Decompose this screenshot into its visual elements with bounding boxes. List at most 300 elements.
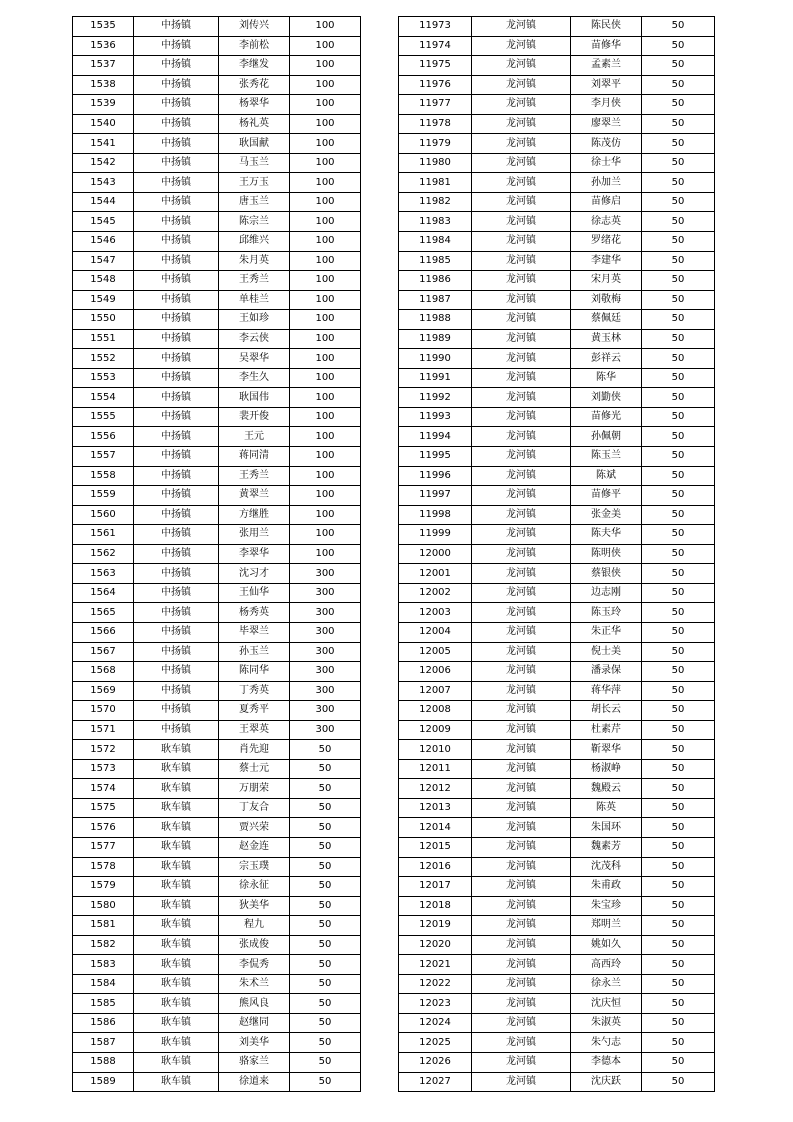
amount-cell: 300 xyxy=(290,701,361,721)
row-number-cell: 1583 xyxy=(73,955,134,975)
row-number-cell: 12013 xyxy=(399,798,472,818)
table-row xyxy=(73,603,361,623)
amount-cell: 100 xyxy=(290,525,361,545)
town-cell: 中扬镇 xyxy=(134,75,219,95)
name-cell: 赵金连 xyxy=(219,837,290,857)
row-number-cell: 11984 xyxy=(399,232,472,252)
amount-cell: 50 xyxy=(642,447,715,467)
name-cell: 朱淑英 xyxy=(571,1013,642,1033)
row-number-cell: 11981 xyxy=(399,173,472,193)
town-cell: 龙河镇 xyxy=(472,798,571,818)
amount-cell: 50 xyxy=(290,759,361,779)
town-cell: 龙河镇 xyxy=(472,974,571,994)
table-row xyxy=(73,994,361,1014)
amount-cell: 50 xyxy=(642,642,715,662)
table-row xyxy=(399,681,715,701)
name-cell: 杜素芹 xyxy=(571,720,642,740)
town-cell: 龙河镇 xyxy=(472,740,571,760)
row-number-cell: 12011 xyxy=(399,759,472,779)
amount-cell: 50 xyxy=(642,994,715,1014)
name-cell: 徐永兰 xyxy=(571,974,642,994)
name-cell: 贾兴荣 xyxy=(219,818,290,838)
town-cell: 龙河镇 xyxy=(472,994,571,1014)
table-row xyxy=(73,192,361,212)
name-cell: 李云侠 xyxy=(219,329,290,349)
row-number-cell: 11990 xyxy=(399,349,472,369)
town-cell: 龙河镇 xyxy=(472,564,571,584)
amount-cell: 50 xyxy=(642,134,715,154)
name-cell: 刘美华 xyxy=(219,1033,290,1053)
amount-cell: 50 xyxy=(642,1033,715,1053)
table-row xyxy=(73,583,361,603)
name-cell: 肖先迎 xyxy=(219,740,290,760)
town-cell: 中扬镇 xyxy=(134,36,219,56)
row-number-cell: 1570 xyxy=(73,701,134,721)
row-number-cell: 12015 xyxy=(399,837,472,857)
town-cell: 龙河镇 xyxy=(472,427,571,447)
name-cell: 程九 xyxy=(219,916,290,936)
row-number-cell: 1582 xyxy=(73,935,134,955)
name-cell: 骆家兰 xyxy=(219,1052,290,1072)
town-cell: 中扬镇 xyxy=(134,564,219,584)
table-row xyxy=(73,349,361,369)
amount-cell: 50 xyxy=(642,212,715,232)
amount-cell: 50 xyxy=(642,114,715,134)
town-cell: 龙河镇 xyxy=(472,232,571,252)
amount-cell: 50 xyxy=(290,994,361,1014)
row-number-cell: 12014 xyxy=(399,818,472,838)
row-number-cell: 11993 xyxy=(399,407,472,427)
table-row xyxy=(73,798,361,818)
name-cell: 罗绪花 xyxy=(571,232,642,252)
row-number-cell: 11976 xyxy=(399,75,472,95)
name-cell: 朱宝珍 xyxy=(571,896,642,916)
amount-cell: 300 xyxy=(290,564,361,584)
name-cell: 徐道来 xyxy=(219,1072,290,1092)
name-cell: 赵继同 xyxy=(219,1013,290,1033)
town-cell: 中扬镇 xyxy=(134,114,219,134)
town-cell: 中扬镇 xyxy=(134,329,219,349)
table-row xyxy=(73,251,361,271)
row-number-cell: 1549 xyxy=(73,290,134,310)
town-cell: 龙河镇 xyxy=(472,544,571,564)
table-row xyxy=(399,662,715,682)
row-number-cell: 1585 xyxy=(73,994,134,1014)
row-number-cell: 1552 xyxy=(73,349,134,369)
table-row xyxy=(73,368,361,388)
amount-cell: 50 xyxy=(290,779,361,799)
name-cell: 陈玉兰 xyxy=(571,447,642,467)
row-number-cell: 1577 xyxy=(73,837,134,857)
amount-cell: 50 xyxy=(642,329,715,349)
amount-cell: 100 xyxy=(290,251,361,271)
row-number-cell: 11996 xyxy=(399,466,472,486)
town-cell: 龙河镇 xyxy=(472,622,571,642)
row-number-cell: 12008 xyxy=(399,701,472,721)
amount-cell: 100 xyxy=(290,368,361,388)
table-row xyxy=(73,36,361,56)
row-number-cell: 1566 xyxy=(73,622,134,642)
town-cell: 龙河镇 xyxy=(472,583,571,603)
table-row xyxy=(399,642,715,662)
town-cell: 中扬镇 xyxy=(134,603,219,623)
table-row xyxy=(399,759,715,779)
table-row xyxy=(73,95,361,115)
right-table-body xyxy=(399,17,715,1092)
row-number-cell: 12012 xyxy=(399,779,472,799)
table-row xyxy=(73,701,361,721)
amount-cell: 100 xyxy=(290,153,361,173)
amount-cell: 50 xyxy=(290,1052,361,1072)
amount-cell: 50 xyxy=(642,1072,715,1092)
amount-cell: 50 xyxy=(642,525,715,545)
row-number-cell: 12005 xyxy=(399,642,472,662)
name-cell: 李继发 xyxy=(219,56,290,76)
name-cell: 高西玲 xyxy=(571,955,642,975)
row-number-cell: 1540 xyxy=(73,114,134,134)
table-row xyxy=(399,916,715,936)
amount-cell: 50 xyxy=(642,837,715,857)
name-cell: 李月侠 xyxy=(571,95,642,115)
row-number-cell: 1560 xyxy=(73,505,134,525)
name-cell: 蔡银侠 xyxy=(571,564,642,584)
town-cell: 龙河镇 xyxy=(472,56,571,76)
amount-cell: 50 xyxy=(642,1052,715,1072)
row-number-cell: 1544 xyxy=(73,192,134,212)
name-cell: 唐玉兰 xyxy=(219,192,290,212)
row-number-cell: 1541 xyxy=(73,134,134,154)
table-row xyxy=(73,662,361,682)
name-cell: 胡长云 xyxy=(571,701,642,721)
table-row xyxy=(399,466,715,486)
town-cell: 耿车镇 xyxy=(134,935,219,955)
town-cell: 中扬镇 xyxy=(134,427,219,447)
row-number-cell: 1571 xyxy=(73,720,134,740)
row-number-cell: 11973 xyxy=(399,17,472,37)
name-cell: 苗修光 xyxy=(571,407,642,427)
amount-cell: 50 xyxy=(642,564,715,584)
row-number-cell: 12022 xyxy=(399,974,472,994)
amount-cell: 50 xyxy=(642,798,715,818)
name-cell: 杨礼英 xyxy=(219,114,290,134)
table-row xyxy=(399,212,715,232)
amount-cell: 100 xyxy=(290,192,361,212)
amount-cell: 50 xyxy=(642,681,715,701)
row-number-cell: 12003 xyxy=(399,603,472,623)
table-row xyxy=(73,955,361,975)
amount-cell: 50 xyxy=(642,349,715,369)
name-cell: 万朋荣 xyxy=(219,779,290,799)
town-cell: 龙河镇 xyxy=(472,896,571,916)
town-cell: 龙河镇 xyxy=(472,877,571,897)
name-cell: 李德本 xyxy=(571,1052,642,1072)
town-cell: 耿车镇 xyxy=(134,857,219,877)
town-cell: 中扬镇 xyxy=(134,232,219,252)
name-cell: 杨翠华 xyxy=(219,95,290,115)
table-row xyxy=(73,544,361,564)
town-cell: 龙河镇 xyxy=(472,1052,571,1072)
amount-cell: 50 xyxy=(642,544,715,564)
table-row xyxy=(73,525,361,545)
amount-cell: 50 xyxy=(642,583,715,603)
row-number-cell: 1537 xyxy=(73,56,134,76)
amount-cell: 50 xyxy=(642,466,715,486)
table-row xyxy=(399,603,715,623)
row-number-cell: 1542 xyxy=(73,153,134,173)
row-number-cell: 1576 xyxy=(73,818,134,838)
name-cell: 宋月英 xyxy=(571,271,642,291)
table-row xyxy=(73,271,361,291)
amount-cell: 300 xyxy=(290,603,361,623)
row-number-cell: 12016 xyxy=(399,857,472,877)
table-row xyxy=(399,583,715,603)
town-cell: 耿车镇 xyxy=(134,1052,219,1072)
town-cell: 中扬镇 xyxy=(134,388,219,408)
row-number-cell: 1569 xyxy=(73,681,134,701)
amount-cell: 100 xyxy=(290,173,361,193)
amount-cell: 50 xyxy=(642,818,715,838)
name-cell: 王如珍 xyxy=(219,310,290,330)
town-cell: 耿车镇 xyxy=(134,994,219,1014)
amount-cell: 50 xyxy=(642,759,715,779)
table-row xyxy=(399,349,715,369)
amount-cell: 50 xyxy=(642,955,715,975)
town-cell: 中扬镇 xyxy=(134,505,219,525)
table-row xyxy=(73,935,361,955)
row-number-cell: 11979 xyxy=(399,134,472,154)
town-cell: 中扬镇 xyxy=(134,701,219,721)
table-row xyxy=(399,75,715,95)
amount-cell: 300 xyxy=(290,622,361,642)
row-number-cell: 1586 xyxy=(73,1013,134,1033)
row-number-cell: 1545 xyxy=(73,212,134,232)
amount-cell: 100 xyxy=(290,505,361,525)
amount-cell: 50 xyxy=(642,662,715,682)
table-row xyxy=(399,310,715,330)
name-cell: 李建华 xyxy=(571,251,642,271)
name-cell: 朱国环 xyxy=(571,818,642,838)
town-cell: 中扬镇 xyxy=(134,681,219,701)
amount-cell: 100 xyxy=(290,466,361,486)
name-cell: 李前松 xyxy=(219,36,290,56)
name-cell: 魏素芳 xyxy=(571,837,642,857)
town-cell: 中扬镇 xyxy=(134,153,219,173)
town-cell: 龙河镇 xyxy=(472,525,571,545)
table-row xyxy=(399,837,715,857)
amount-cell: 50 xyxy=(642,935,715,955)
row-number-cell: 12009 xyxy=(399,720,472,740)
table-row xyxy=(399,955,715,975)
name-cell: 郑明兰 xyxy=(571,916,642,936)
name-cell: 张秀花 xyxy=(219,75,290,95)
table-row xyxy=(73,56,361,76)
name-cell: 王万玉 xyxy=(219,173,290,193)
amount-cell: 300 xyxy=(290,583,361,603)
name-cell: 蒋同清 xyxy=(219,447,290,467)
amount-cell: 100 xyxy=(290,544,361,564)
row-number-cell: 11994 xyxy=(399,427,472,447)
amount-cell: 300 xyxy=(290,681,361,701)
town-cell: 龙河镇 xyxy=(472,95,571,115)
name-cell: 沈庆跃 xyxy=(571,1072,642,1092)
table-row xyxy=(399,271,715,291)
table-row xyxy=(399,798,715,818)
row-number-cell: 1548 xyxy=(73,271,134,291)
amount-cell: 50 xyxy=(642,916,715,936)
row-number-cell: 1575 xyxy=(73,798,134,818)
row-number-cell: 11975 xyxy=(399,56,472,76)
row-number-cell: 12020 xyxy=(399,935,472,955)
amount-cell: 100 xyxy=(290,17,361,37)
name-cell: 陈英 xyxy=(571,798,642,818)
row-number-cell: 11985 xyxy=(399,251,472,271)
town-cell: 龙河镇 xyxy=(472,857,571,877)
name-cell: 陈华 xyxy=(571,368,642,388)
town-cell: 龙河镇 xyxy=(472,329,571,349)
table-row xyxy=(399,153,715,173)
amount-cell: 50 xyxy=(290,955,361,975)
amount-cell: 100 xyxy=(290,36,361,56)
amount-cell: 50 xyxy=(642,720,715,740)
amount-cell: 50 xyxy=(290,798,361,818)
town-cell: 龙河镇 xyxy=(472,192,571,212)
name-cell: 丁秀英 xyxy=(219,681,290,701)
table-row xyxy=(73,1033,361,1053)
name-cell: 单桂兰 xyxy=(219,290,290,310)
row-number-cell: 1550 xyxy=(73,310,134,330)
town-cell: 龙河镇 xyxy=(472,134,571,154)
amount-cell: 50 xyxy=(290,857,361,877)
town-cell: 中扬镇 xyxy=(134,447,219,467)
name-cell: 孟素兰 xyxy=(571,56,642,76)
name-cell: 方继胜 xyxy=(219,505,290,525)
amount-cell: 50 xyxy=(642,427,715,447)
name-cell: 王秀兰 xyxy=(219,466,290,486)
town-cell: 中扬镇 xyxy=(134,310,219,330)
table-row xyxy=(399,95,715,115)
row-number-cell: 1536 xyxy=(73,36,134,56)
row-number-cell: 12001 xyxy=(399,564,472,584)
amount-cell: 50 xyxy=(290,837,361,857)
row-number-cell: 1551 xyxy=(73,329,134,349)
table-row xyxy=(399,192,715,212)
table-row xyxy=(73,232,361,252)
amount-cell: 50 xyxy=(290,1013,361,1033)
amount-cell: 50 xyxy=(642,95,715,115)
table-row xyxy=(399,935,715,955)
name-cell: 孙玉兰 xyxy=(219,642,290,662)
table-row xyxy=(399,896,715,916)
name-cell: 黄玉林 xyxy=(571,329,642,349)
amount-cell: 50 xyxy=(290,935,361,955)
amount-cell: 100 xyxy=(290,56,361,76)
name-cell: 陈同华 xyxy=(219,662,290,682)
name-cell: 杨秀英 xyxy=(219,603,290,623)
row-number-cell: 1564 xyxy=(73,583,134,603)
amount-cell: 100 xyxy=(290,349,361,369)
name-cell: 熊风良 xyxy=(219,994,290,1014)
amount-cell: 100 xyxy=(290,427,361,447)
row-number-cell: 1562 xyxy=(73,544,134,564)
row-number-cell: 1557 xyxy=(73,447,134,467)
town-cell: 耿车镇 xyxy=(134,974,219,994)
name-cell: 黄翠兰 xyxy=(219,486,290,506)
name-cell: 陈明侠 xyxy=(571,544,642,564)
table-row xyxy=(73,114,361,134)
row-number-cell: 1553 xyxy=(73,368,134,388)
row-number-cell: 11978 xyxy=(399,114,472,134)
town-cell: 龙河镇 xyxy=(472,779,571,799)
table-row xyxy=(73,17,361,37)
name-cell: 徐士华 xyxy=(571,153,642,173)
table-row xyxy=(399,1072,715,1092)
table-row xyxy=(73,642,361,662)
name-cell: 朱月英 xyxy=(219,251,290,271)
town-cell: 耿车镇 xyxy=(134,818,219,838)
amount-cell: 100 xyxy=(290,486,361,506)
amount-cell: 50 xyxy=(642,368,715,388)
amount-cell: 50 xyxy=(642,56,715,76)
table-row xyxy=(399,251,715,271)
row-number-cell: 1546 xyxy=(73,232,134,252)
table-row xyxy=(399,232,715,252)
row-number-cell: 11997 xyxy=(399,486,472,506)
table-row xyxy=(399,1013,715,1033)
town-cell: 龙河镇 xyxy=(472,310,571,330)
table-row xyxy=(399,17,715,37)
amount-cell: 50 xyxy=(642,17,715,37)
table-row xyxy=(73,916,361,936)
town-cell: 龙河镇 xyxy=(472,1033,571,1053)
row-number-cell: 1567 xyxy=(73,642,134,662)
name-cell: 裴开俊 xyxy=(219,407,290,427)
table-row xyxy=(399,407,715,427)
table-row xyxy=(399,36,715,56)
town-cell: 中扬镇 xyxy=(134,622,219,642)
town-cell: 龙河镇 xyxy=(472,701,571,721)
table-row xyxy=(399,329,715,349)
row-number-cell: 12026 xyxy=(399,1052,472,1072)
table-row xyxy=(73,974,361,994)
name-cell: 王翠英 xyxy=(219,720,290,740)
amount-cell: 50 xyxy=(642,701,715,721)
row-number-cell: 11983 xyxy=(399,212,472,232)
row-number-cell: 1574 xyxy=(73,779,134,799)
table-row xyxy=(73,1072,361,1092)
name-cell: 苗修启 xyxy=(571,192,642,212)
amount-cell: 50 xyxy=(642,779,715,799)
row-number-cell: 12006 xyxy=(399,662,472,682)
row-number-cell: 12021 xyxy=(399,955,472,975)
table-row xyxy=(73,486,361,506)
town-cell: 中扬镇 xyxy=(134,212,219,232)
row-number-cell: 11992 xyxy=(399,388,472,408)
table-row xyxy=(73,818,361,838)
town-cell: 龙河镇 xyxy=(472,114,571,134)
table-row xyxy=(399,877,715,897)
table-row xyxy=(73,388,361,408)
row-number-cell: 12024 xyxy=(399,1013,472,1033)
amount-cell: 50 xyxy=(642,232,715,252)
amount-cell: 50 xyxy=(642,486,715,506)
town-cell: 中扬镇 xyxy=(134,95,219,115)
row-number-cell: 12007 xyxy=(399,681,472,701)
row-number-cell: 1587 xyxy=(73,1033,134,1053)
amount-cell: 50 xyxy=(642,192,715,212)
table-row xyxy=(399,701,715,721)
town-cell: 中扬镇 xyxy=(134,251,219,271)
town-cell: 龙河镇 xyxy=(472,349,571,369)
